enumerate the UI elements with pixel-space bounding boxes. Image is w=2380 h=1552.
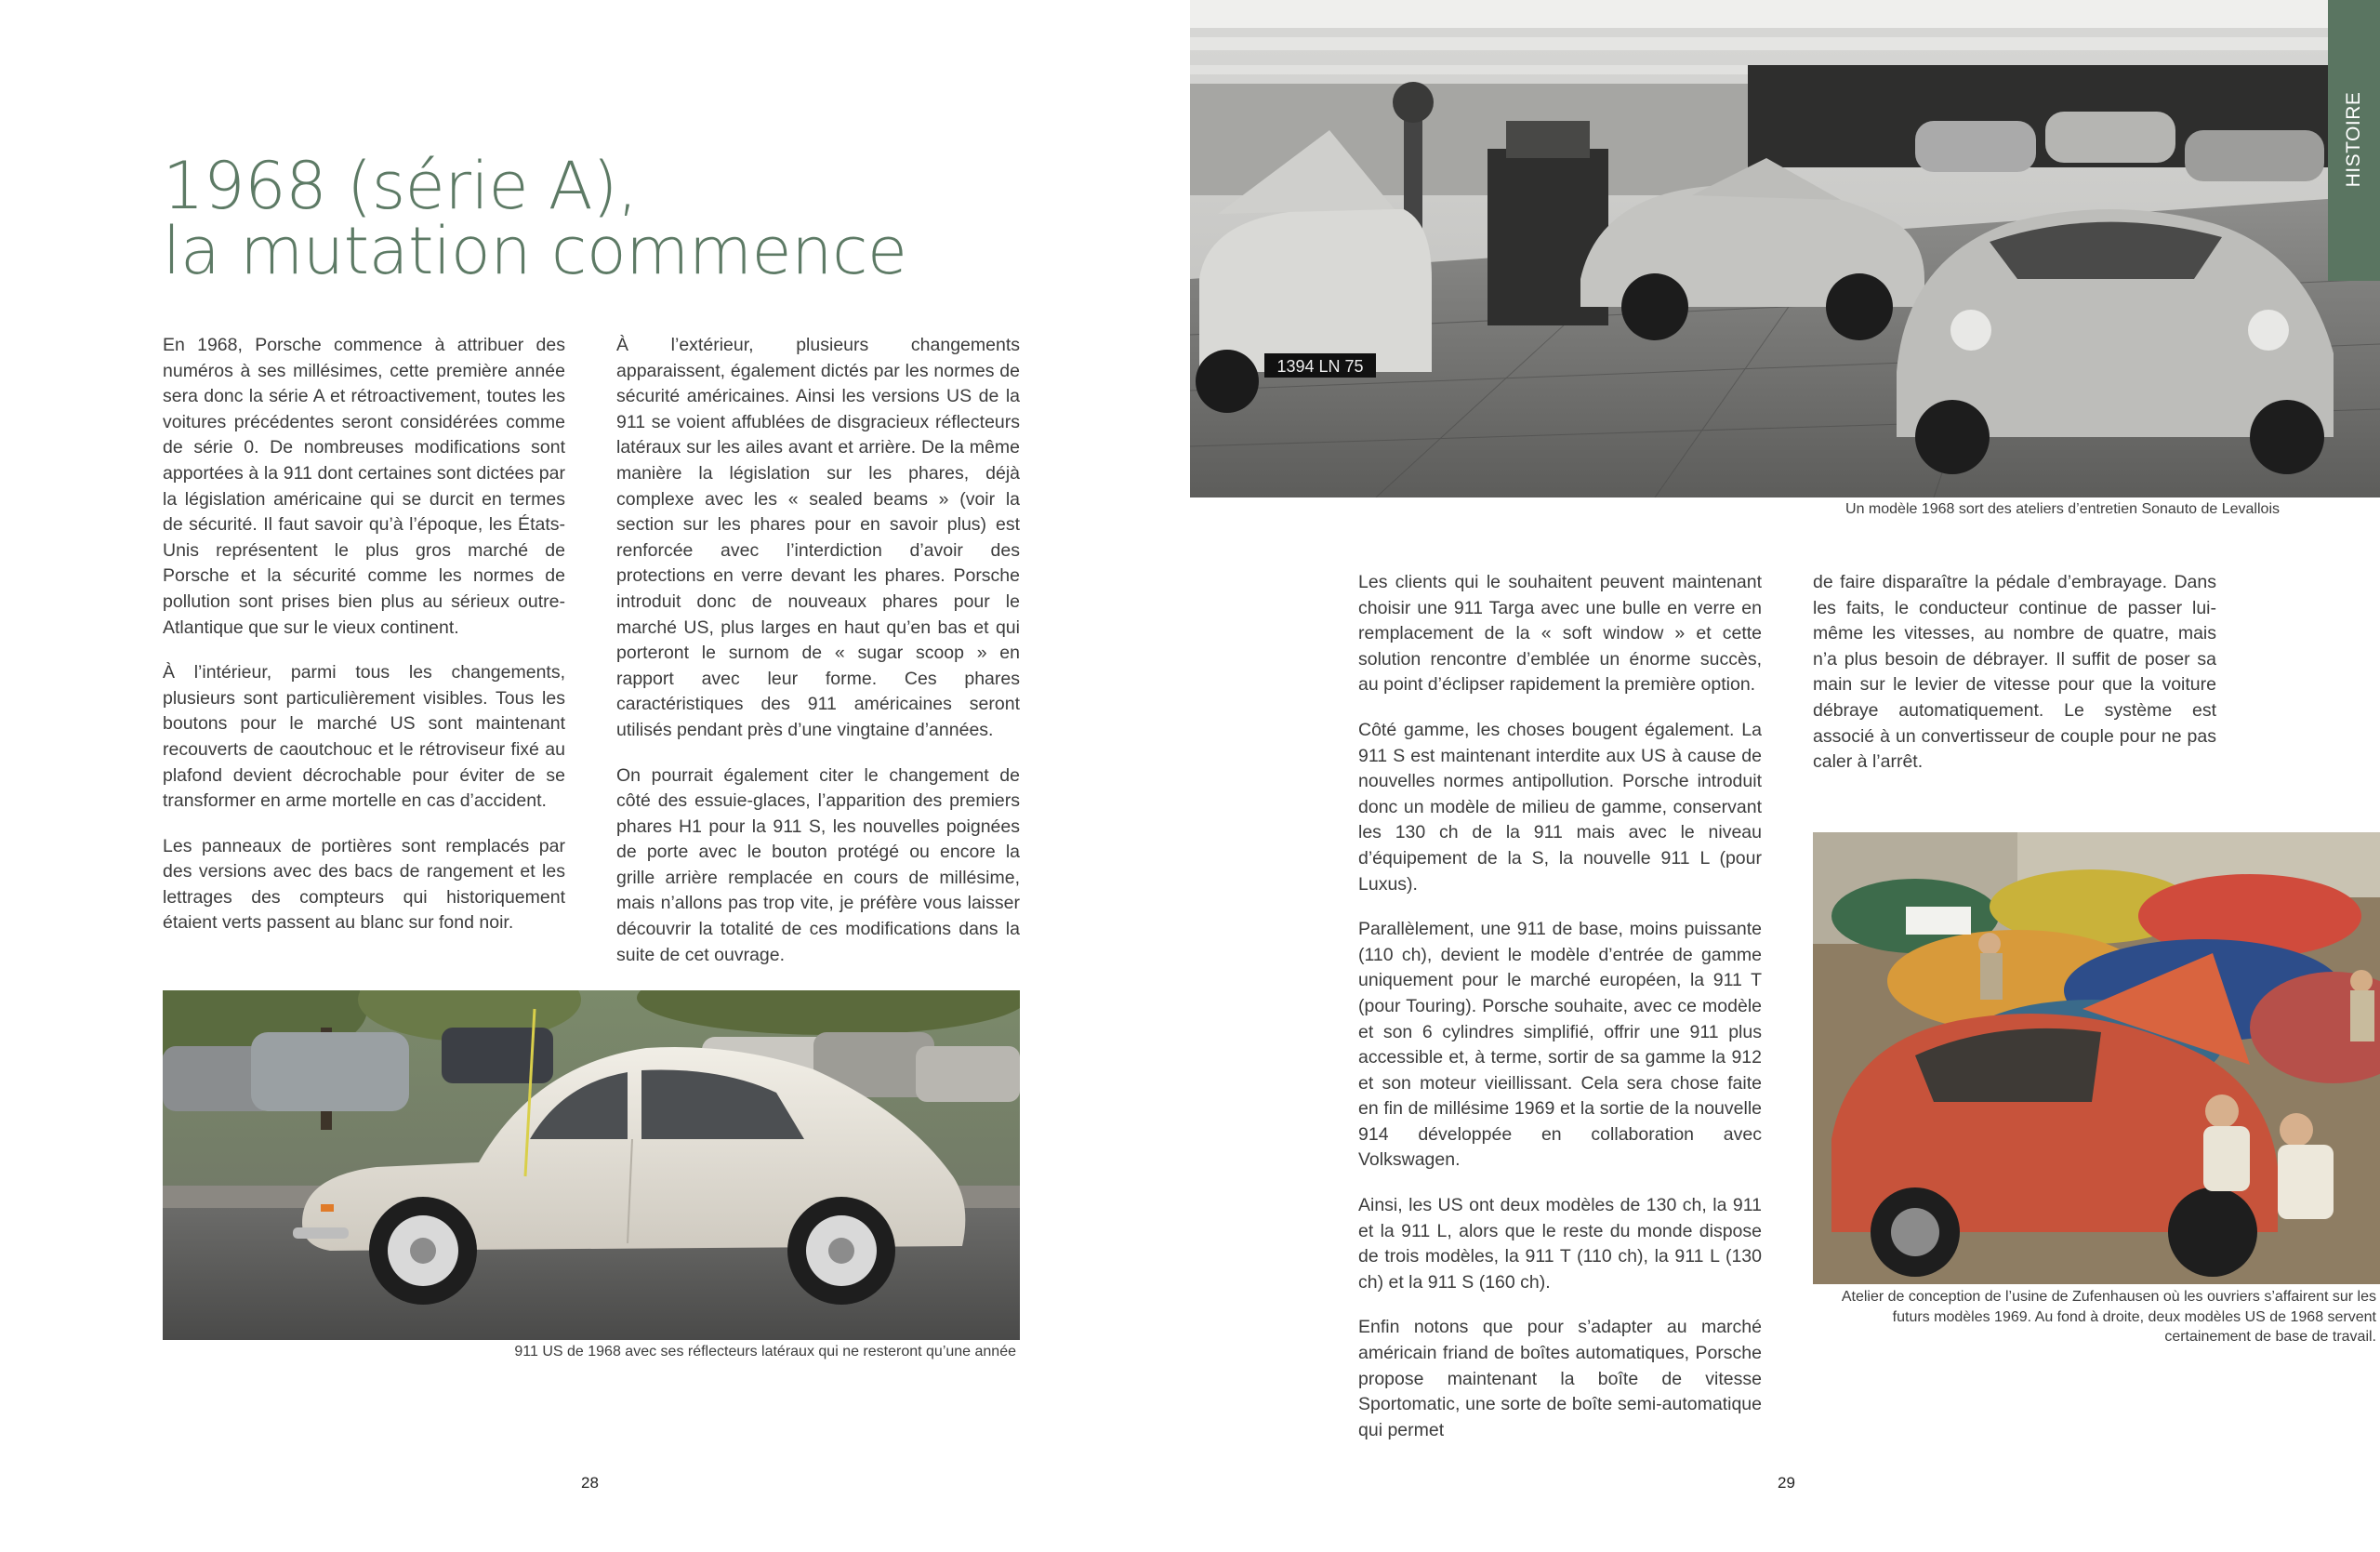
paragraph: Côté gamme, les choses bougent également. La 911 S est maintenant interdite aux US à cause de nouvelles normes antipollution. Porsche introduit donc un modèle de milieu de gamme, conservant les 130 ch de la 911 mais avec le niveau d’équipement de la S, la nouvelle 911 L (pour Luxus). — [1358, 719, 1762, 895]
right-page — [1190, 0, 2380, 1552]
right-column-1 — [1358, 570, 1762, 1463]
left-column-2 — [616, 333, 1020, 988]
left-column-1 — [163, 333, 565, 956]
article-title — [163, 148, 999, 289]
paragraph: Parallèlement, une 911 de base, moins puissante (110 ch), devient le modèle d’entrée de gamme uniquement pour le marché européen, la 911 T (pour Touring). Porsche souhaite, avec ce modèle et son 6 cylindres simplifié, offrir une 911 plus accessible et, à terme, sortir de sa gamme la 912 et son moteur vieillissant. Cela sera chose faite en fin de millésime 1969 et la sortie de la nouvelle 914 développée en collaboration avec Volkswagen. — [1358, 919, 1762, 1171]
title-line-2: la mutation commence — [163, 213, 907, 289]
paragraph: de faire disparaître la pédale d’embrayage. Dans les faits, le conducteur continue de passer lui-même les vitesses, au nombre de quatre, mais n’a plus besoin de débrayer. Il suffit de poser sa main sur le levier de vitesse pour que la voiture débraye automatiquement. Le système est associé à un convertisseur de couple pour ne pas caler à l’arrêt. — [1813, 572, 2216, 773]
paragraph: Les clients qui le souhaitent peuvent maintenant choisir une 911 Targa avec une bulle en verre en remplacement de la « soft window » et cette solution rencontre d’emblée un énorme succès, au point d’éclipser rapidement la première option. — [1358, 572, 1762, 696]
photo-zuffenhausen-workshop — [1813, 832, 2380, 1284]
paragraph: Ainsi, les US ont deux modèles de 130 ch, la 911 et la 911 L, alors que le reste du monde dispose de trois modèles, la 911 T (110 ch), la 911 L (130 ch) et la 911 S (160 ch). — [1358, 1195, 1762, 1293]
section-tab-label: HISTOIRE — [2343, 91, 2364, 188]
paragraph: À l’extérieur, plusieurs changements apparaissent, également dictés par les normes de sécurité américaines. Ainsi les versions US de la 911 se voient affublées de disgracieux réflecteurs latéraux sur les ailes avant et arrière. De la même manière la législation sur les phares, déjà complexe avec les « sealed beams » (voir la section sur les phares pour en savoir plus) est renforcée avec l’interdiction d’avoir des protections en verre devant les phares. Porsche introduit donc de nouveaux phares pour le marché US, plus larges en haut qu’en bas et qui porteront le surnom de « sugar scoop » en rapport avec leur forme. Ces phares caractéristiques des 911 américaines seront utilisés pendant près d’une vingtaine d’années. — [616, 335, 1020, 740]
right-column-2 — [1813, 570, 2216, 795]
title-line-1: 1968 (série A), — [163, 148, 638, 224]
sonauto-workshop-illustration — [1190, 0, 2380, 497]
paragraph: À l’intérieur, parmi tous les changements, plusieurs sont particulièrement visibles. Tous les boutons pour le marché US sont maintenant recouverts de caoutchouc et le rétroviseur fixé au plafond devient décrochable pour éviter de se transformer en arme mortelle en cas d’accident. — [163, 662, 565, 812]
photo-white-911 — [163, 990, 1020, 1340]
page-number-left: 28 — [581, 1474, 599, 1492]
white-911-illustration — [163, 990, 1020, 1340]
photo-sonauto-workshop — [1190, 0, 2380, 497]
paragraph: Les panneaux de portières sont remplacés par des versions avec des bacs de rangement et les lettrages des compteurs qui historiquement étaient verts passent au blanc sur fond noir. — [163, 835, 565, 934]
paragraph: On pourrait également citer le changement de côté des essuie-glaces, l’apparition des premiers phares H1 pour la 911 S, les nouvelles poignées de porte avec le bouton protégé ou encore la grille arrière remplacée en cours de millésime, mais n’allons pas trop vite, je préfère vous laisser découvrir la totalité de ces modifications dans la suite de cet ouvrage. — [616, 764, 1020, 965]
paragraph: Enfin notons que pour s’adapter au marché américain friand de boîtes automatiques, Porsche propose maintenant la boîte de vitesse Sportomatic, une sorte de boîte semi-automatique qui permet — [1358, 1317, 1762, 1440]
photo-caption-sonauto: Un modèle 1968 sort des ateliers d’entretien Sonauto de Levallois — [1845, 501, 2280, 517]
paragraph: En 1968, Porsche commence à attribuer des numéros à ses millésimes, cette première année sera donc la série A et rétroactivement, toutes les voitures précédentes seront considérées comme de série 0. De nombreuses modifications sont apportées à la 911 dont certaines sont dictées par la législation américaine qui se durcit en termes de sécurité. Il faut savoir qu’à l’époque, les États-Unis représentent le plus gros marché de Porsche et la sécurité comme les normes de pollution sont prises bien plus au sérieux outre-Atlantique que sur le vieux continent. — [163, 335, 565, 638]
zuffenhausen-workshop-illustration — [1813, 832, 2380, 1284]
photo-caption-white-911: 911 US de 1968 avec ses réflecteurs latéraux qui ne resteront qu’une année — [514, 1344, 1016, 1360]
photo-caption-zuffenhausen: Atelier de conception de l’usine de Zufenhausen où les ouvriers s’affairent sur les futurs modèles 1969. Au fond à droite, deux modèles US de 1968 servent certainement de base de travail. — [1841, 1289, 2376, 1345]
section-tab — [2328, 0, 2380, 281]
license-plate-text: 1394 LN 75 — [1276, 357, 1364, 376]
page-number-right: 29 — [1778, 1474, 1795, 1492]
